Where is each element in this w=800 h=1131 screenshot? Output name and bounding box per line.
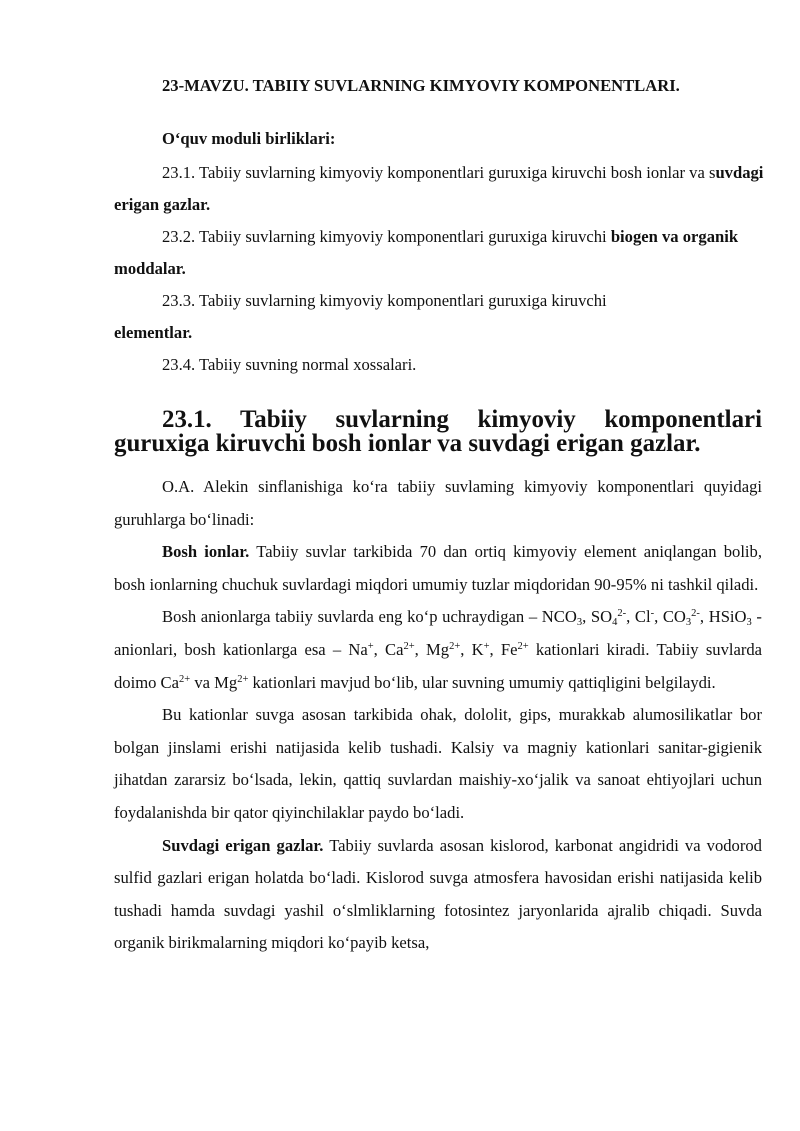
subscript: 3 (576, 617, 583, 629)
text-run: , Fe (489, 639, 518, 659)
paragraph-dissolved-gases (114, 830, 762, 960)
superscript: + (367, 640, 374, 652)
superscript: 2+ (449, 640, 461, 652)
subscript: 3 (746, 617, 752, 629)
module-item-23-1 (114, 157, 764, 221)
paragraph-text: Tabiiy suvlar tarkibida 70 dan ortiq kimyoviy element aniqlangan bolib, bosh ionlarning chuchuk suvlardagi miqdori umumiy tuzlar miqdoridan 90-95% ni tashkil qiladi. (114, 542, 762, 594)
modules-heading: O‘quv moduli birliklari: (162, 129, 336, 148)
superscript: 2+ (517, 640, 529, 652)
term-erigan-gazlar: Suvdagi erigan gazlar. (162, 835, 324, 855)
subscript: 3 (685, 617, 692, 629)
text-run: - anionlari, bosh kationlarga esa – Na (114, 607, 762, 659)
text-run: , Mg (414, 639, 450, 659)
text-run: , Cl (626, 607, 651, 627)
paragraph-anions-cations (114, 601, 762, 699)
text-run: kationlari mavjud bo‘lib, ular suvning umumiy qattiqligini belgilaydi. (248, 672, 716, 692)
text-run: , CO (654, 607, 686, 627)
superscript: 2- (691, 608, 700, 620)
paragraph-classification: O.A. Alekin sinflanishiga ko‘ra tabiiy suvlaming kimyoviy komponentlari quyidagi guruhlarga bo‘linadi: (114, 477, 762, 529)
text-run: , SO (582, 607, 613, 627)
subscript: 4 (612, 617, 618, 629)
superscript: 2+ (237, 673, 249, 685)
module-item-bold: elementlar. (114, 323, 193, 342)
superscript: 2- (617, 608, 627, 620)
text-run: , Ca (373, 639, 404, 659)
page-title: 23-MAVZU. TABIIY SUVLARNING KIMYOVIY KOMPONENTLARI. (162, 76, 680, 95)
text-run: , K (460, 639, 484, 659)
module-item-23-4 (114, 349, 764, 381)
module-item-23-3 (114, 285, 764, 349)
superscript: - (650, 608, 655, 620)
body-text (114, 471, 762, 960)
module-item-text: 23.4. Tabiiy suvning normal xossalari. (162, 355, 417, 374)
superscript: 2+ (403, 640, 415, 652)
superscript: 2+ (179, 673, 191, 685)
module-item-23-2 (114, 221, 764, 285)
module-item-text: 23.1. Tabiiy suvlarning kimyoviy komponentlari guruxiga kiruvchi bosh ionlar va s (162, 163, 716, 182)
section-heading: 23.1. Tabiiy suvlarning kimyoviy komponentlari guruxiga kiruvchi bosh ionlar va suvdagi erigan gazlar. (114, 406, 762, 457)
module-item-bold: biogen va organik moddalar. (114, 227, 739, 278)
superscript: + (483, 640, 490, 652)
text-run: kationlari kiradi. Tabiiy suvlarda doimo Ca (114, 639, 763, 692)
paragraph-text: Tabiiy suvlarda asosan kislorod, karbonat angidridi va vodorod sulfid gazlari erigan holatda bo‘ladi. Kislorod suvga atmosfera havosidan erishi natijasida kelib tushadi hamda suvdagi yashil o‘slmliklarning fotosintez jaryonlarida ajralib chiqadi. Suvda organik birikmalarning miqdori ko‘payib ketsa, (114, 835, 762, 953)
paragraph-main-ions (114, 536, 762, 601)
text-run: , HSiO (699, 607, 747, 627)
text-run: va Mg (190, 672, 238, 692)
module-item-text: 23.3. Tabiiy suvlarning kimyoviy komponentlari guruxiga kiruvchi (162, 291, 607, 310)
paragraph-cation-sources: Bu kationlar suvga asosan tarkibida ohak, dololit, gips, murakkab alumosilikatlar bor bolgan jinslami erishi natijasida kelib tushadi. Kalsiy va magniy kationlari sanitar-gigienik jihatdan zararsiz bo‘lsada, lekin, qattiq suvlardan maishiy-xo‘jalik va sanoat ehtiyojlari uchun foydalanishda bir qator qiyinchilaklar paydo bo‘ladi. (114, 705, 762, 822)
term-bosh-ionlar: Bosh ionlar. (162, 542, 250, 562)
text-run: Bosh anionlarga tabiiy suvlarda eng ko‘p uchraydigan – NCO (162, 607, 577, 627)
module-item-bold: uvdagi erigan gazlar. (114, 163, 764, 214)
module-item-text: 23.2. Tabiiy suvlarning kimyoviy komponentlari guruxiga kiruvchi (162, 227, 611, 246)
